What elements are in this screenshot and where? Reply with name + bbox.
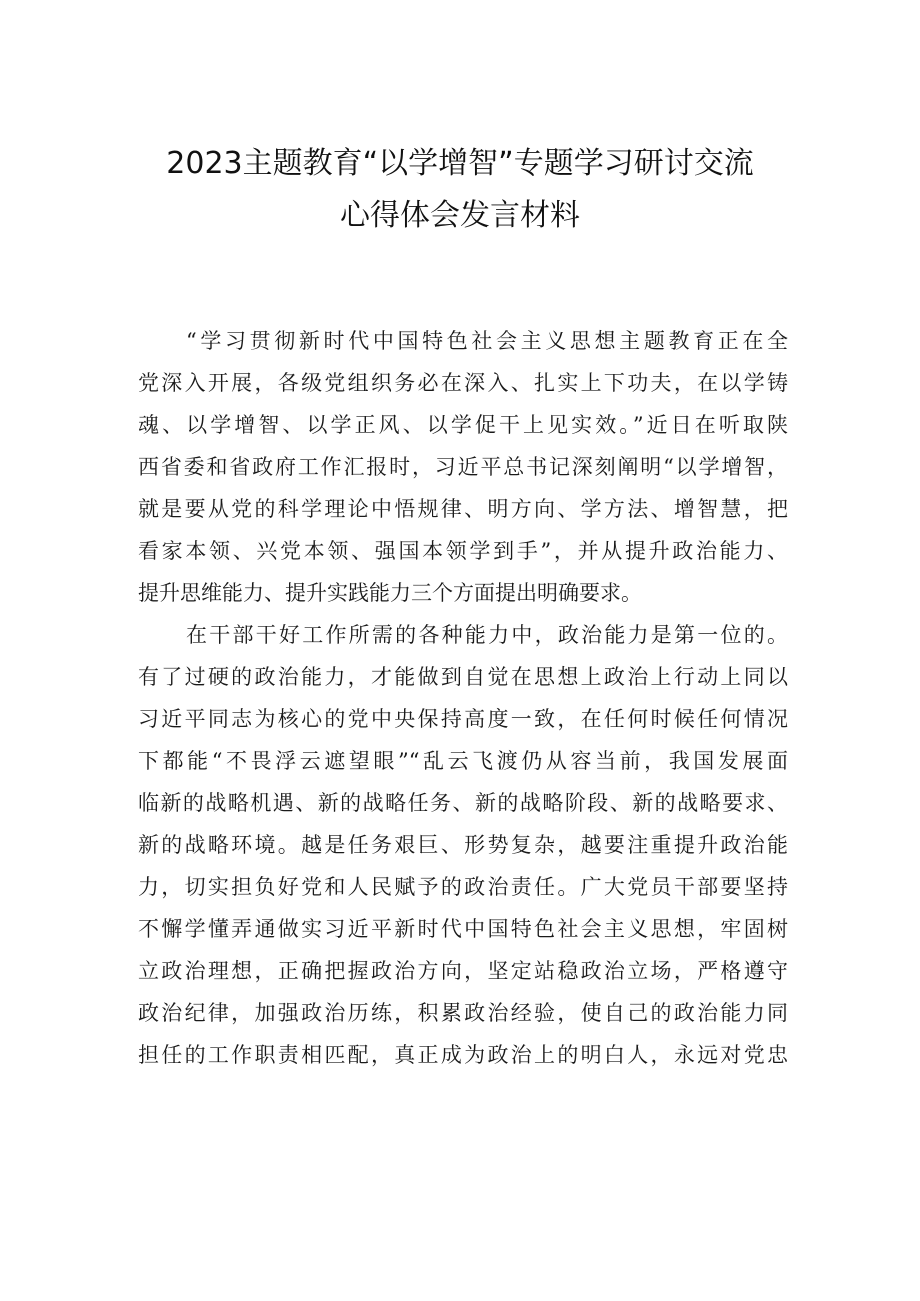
- text-line: 下都能“不畏浮云遮望眼”“乱云飞渡仍从容当前，我国发展面: [138, 749, 788, 773]
- text-line: 就是要从党的科学理论中悟规律、明方向、学方法、增智慧，把: [138, 497, 788, 521]
- text-line: 在干部干好工作所需的各种能力中，政治能力是第一位的。: [186, 623, 788, 647]
- title-line: 心得体会发言材料: [340, 198, 580, 233]
- text-line: 不懈学懂弄通做实习近平新时代中国特色社会主义思想，牢固树: [138, 917, 788, 941]
- text-line: 提升思维能力、提升实践能力三个方面提出明确要求。: [138, 581, 642, 605]
- paragraph-2: [138, 614, 788, 1076]
- document-body: [138, 320, 788, 1076]
- text-line: 新的战略环境。越是任务艰巨、形势复杂，越要注重提升政治能: [138, 833, 788, 857]
- text-line: 临新的战略机遇、新的战略任务、新的战略阶段、新的战略要求、: [138, 791, 788, 815]
- text-line: “学习贯彻新时代中国特色社会主义思想主题教育正在全: [186, 329, 788, 353]
- text-line: 担任的工作职责相匹配，真正成为政治上的明白人，永远对党忠: [138, 1043, 788, 1067]
- text-line: 习近平同志为核心的党中央保持高度一致，在任何时候任何情况: [138, 707, 788, 731]
- text-line: 力，切实担负好党和人民赋予的政治责任。广大党员干部要坚持: [138, 875, 788, 899]
- text-line: 有了过硬的政治能力，才能做到自觉在思想上政治上行动上同以: [138, 665, 788, 689]
- document-title: [100, 138, 820, 242]
- text-line: 党深入开展，各级党组织务必在深入、扎实上下功夫，在以学铸: [138, 371, 788, 395]
- paragraph-1: [138, 320, 788, 614]
- text-line: 政治纪律，加强政治历练，积累政治经验，使自己的政治能力同: [138, 1001, 788, 1025]
- text-line: 魂、以学增智、以学正风、以学促干上见实效。”近日在听取陕: [138, 413, 788, 437]
- title-line: 2023主题教育“以学增智”专题学习研讨交流: [166, 146, 754, 181]
- text-line: 看家本领、兴党本领、强国本领学到手”，并从提升政治能力、: [138, 539, 788, 563]
- text-line: 立政治理想，正确把握政治方向，坚定站稳政治立场，严格遵守: [138, 959, 788, 983]
- text-line: 西省委和省政府工作汇报时，习近平总书记深刻阐明“以学增智，: [138, 455, 788, 479]
